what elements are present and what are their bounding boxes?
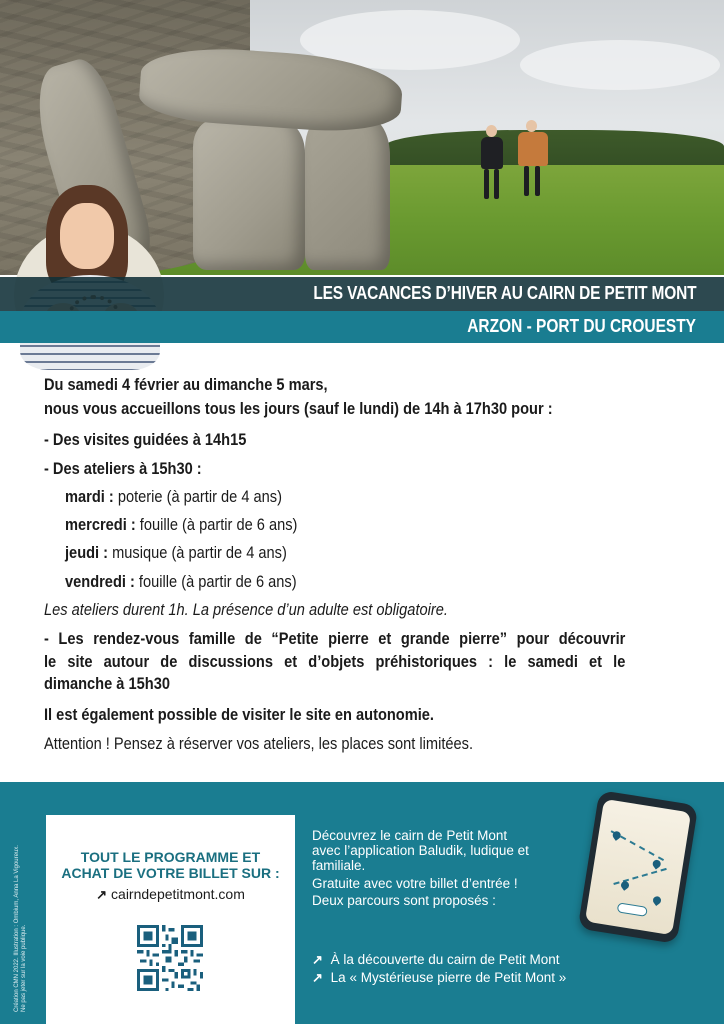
workshop-day: vendredi : — [65, 572, 135, 591]
workshop-item — [65, 514, 297, 536]
app-description-line: Gratuite avec votre billet d’entrée ! — [312, 876, 518, 891]
family-line: - Les rendez-vous famille de “Petite pierre et grande pierre” pour découvrir — [44, 629, 626, 648]
program-card — [46, 815, 295, 1024]
standing-stone-middle — [193, 120, 305, 270]
page-subtitle: ARZON - PORT DU CROUESTY — [467, 316, 696, 336]
credits: Création CMN 2022. Illustration : Ombium, Anna La Vigoureux. Ne pas jeter sur la voie publique. — [14, 845, 27, 1012]
card-title-line: TOUT LE PROGRAMME ET — [80, 849, 261, 865]
arrow-up-right-icon: ↗ — [312, 970, 323, 985]
workshop-detail: fouille (à partir de 6 ans) — [134, 572, 297, 591]
family-line: dimanche à 15h30 — [44, 674, 170, 693]
route-label: La « Mystérieuse pierre de Petit Mont » — [330, 970, 567, 985]
page-title: LES VACANCES D’HIVER AU CAIRN DE PETIT MONT — [312, 283, 696, 303]
arrow-up-right-icon: ↗ — [312, 952, 323, 967]
workshop-note: Les ateliers durent 1h. La présence d’un adulte est obligatoire. — [44, 600, 448, 619]
workshop-day: mercredi : — [65, 515, 136, 534]
card-title-line: ACHAT DE VOTRE BILLET SUR : — [61, 865, 280, 881]
workshop-item — [65, 542, 287, 564]
cloud — [520, 40, 720, 90]
app-description-line: avec l’application Baludik, ludique et — [312, 843, 529, 858]
website-link[interactable] — [46, 886, 295, 903]
intro-dates: Du samedi 4 février au dimanche 5 mars, — [44, 375, 328, 394]
intro-hours: nous vous accueillons tous les jours (sauf le lundi) de 14h à 17h30 pour : — [44, 399, 553, 418]
workshop-item — [65, 486, 282, 508]
workshop-item — [65, 571, 297, 593]
standing-stone-right — [305, 118, 390, 270]
workshop-day: mardi : — [65, 487, 114, 506]
route-item[interactable] — [312, 952, 560, 967]
route-item[interactable] — [312, 970, 566, 985]
map-pin-icon — [651, 895, 662, 906]
autonomy-note: Il est également possible de visiter le site en autonomie. — [44, 705, 434, 724]
route-label: À la découverte du cairn de Petit Mont — [330, 952, 560, 967]
website-link-text: cairndepetitmont.com — [111, 886, 245, 902]
workshop-detail: fouille (à partir de 6 ans) — [135, 515, 298, 534]
app-description-line: Deux parcours sont proposés : — [312, 893, 496, 908]
app-button — [617, 902, 648, 917]
workshop-detail: poterie (à partir de 4 ans) — [113, 487, 282, 506]
app-description-line: Découvrez le cairn de Petit Mont — [312, 828, 508, 843]
offer-workshops: - Des ateliers à 15h30 : — [44, 459, 202, 478]
arrow-up-right-icon: ↗ — [96, 887, 108, 902]
workshop-day: jeudi : — [65, 543, 109, 562]
workshop-detail: musique (à partir de 4 ans) — [108, 543, 287, 562]
booking-reminder: Attention ! Pensez à réserver vos ateliers, les places sont limitées. — [44, 734, 474, 753]
qr-code-icon[interactable] — [137, 925, 203, 991]
offer-guided-visits: - Des visites guidées à 14h15 — [44, 430, 247, 449]
family-line: le site autour de discussions et d’objets préhistoriques : le samedi et le — [44, 652, 626, 671]
app-description-line: familiale. — [312, 858, 366, 873]
app-map-screen — [585, 799, 691, 935]
